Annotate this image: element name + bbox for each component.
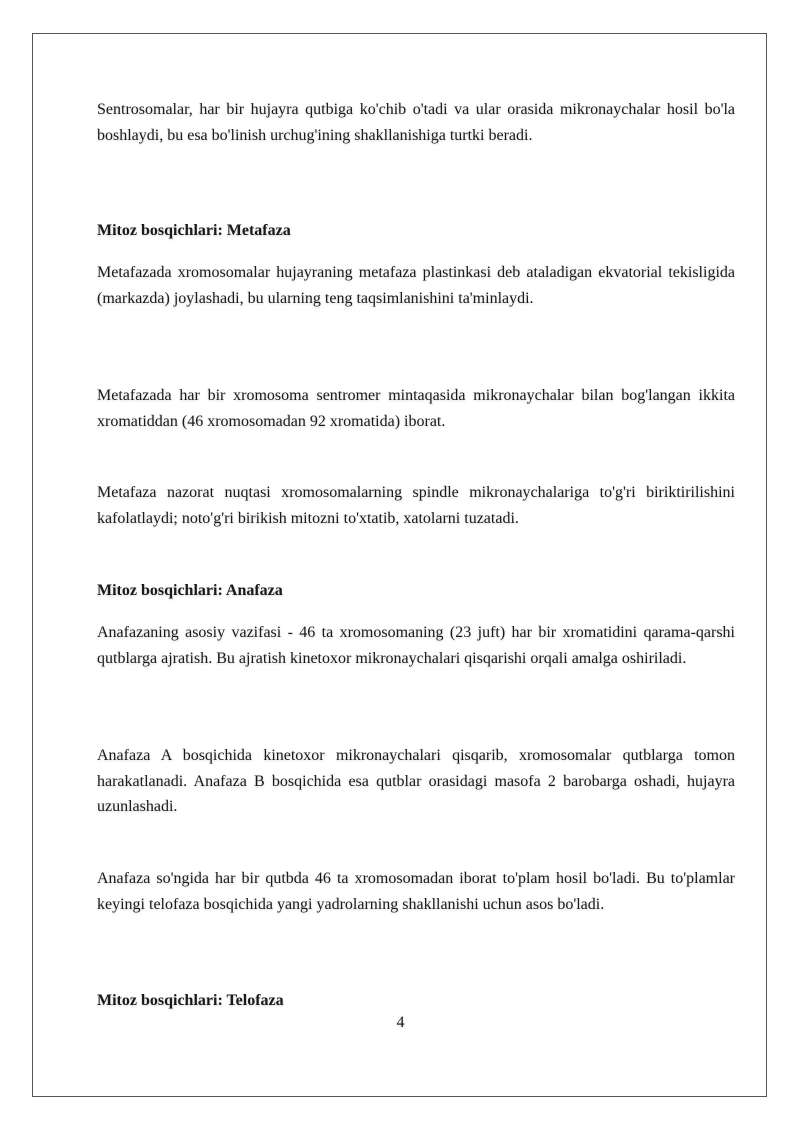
heading-anafaza: Mitoz bosqichlari: Anafaza [97, 582, 283, 599]
paragraph-metafaza-xromatid: Metafazada har bir xromosoma sentromer mintaqasida mikronaychalar bilan bog'langan ikkita xromatiddan (46 xromosomadan 92 xromatida) iborat. [97, 387, 735, 430]
paragraph-anafaza-ab: Anafaza A bosqichida kinetoxor mikronaychalari qisqarib, xromosomalar qutblarga tomon harakatlanadi. Anafaza B bosqichida esa qutblar orasidagi masofa 2 barobarga oshadi, hujayra uzunlashadi. [97, 747, 735, 815]
document-page [32, 33, 767, 1097]
page-number: 4 [396, 1014, 405, 1031]
paragraph-metafaza-intro: Metafazada xromosomalar hujayraning metafaza plastinkasi deb ataladigan ekvatorial tekisligida (markazda) joylashadi, bu ularning teng taqsimlanishini ta'minlaydi. [97, 264, 735, 307]
heading-telofaza: Mitoz bosqichlari: Telofaza [97, 992, 284, 1009]
heading-metafaza: Mitoz bosqichlari: Metafaza [97, 222, 291, 239]
paragraph-anafaza-songi: Anafaza so'ngida har bir qutbda 46 ta xromosomadan iborat to'plam hosil bo'ladi. Bu to'plamlar keyingi telofaza bosqichida yangi yadrolarning shakllanishi uchun asos bo'ladi. [97, 870, 735, 913]
paragraph-metafaza-nazorat: Metafaza nazorat nuqtasi xromosomalarning spindle mikronaychalariga to'g'ri biriktirilishini kafolatlaydi; noto'g'ri birikish mitozni to'xtatib, xatolarni tuzatadi. [97, 484, 735, 527]
paragraph-sentrosomalar: Sentrosomalar, har bir hujayra qutbiga ko'chib o'tadi va ular orasida mikronaychalar hosil bo'la boshlaydi, bu esa bo'linish urchug'ining shakllanishiga turtki beradi. [97, 101, 735, 144]
paragraph-anafaza-vazifa: Anafazaning asosiy vazifasi - 46 ta xromosomaning (23 juft) har bir xromatidini qarama-qarshi qutblarga ajratish. Bu ajratish kinetoxor mikronaychalari qisqarishi orqali amalga oshiriladi. [97, 624, 735, 667]
